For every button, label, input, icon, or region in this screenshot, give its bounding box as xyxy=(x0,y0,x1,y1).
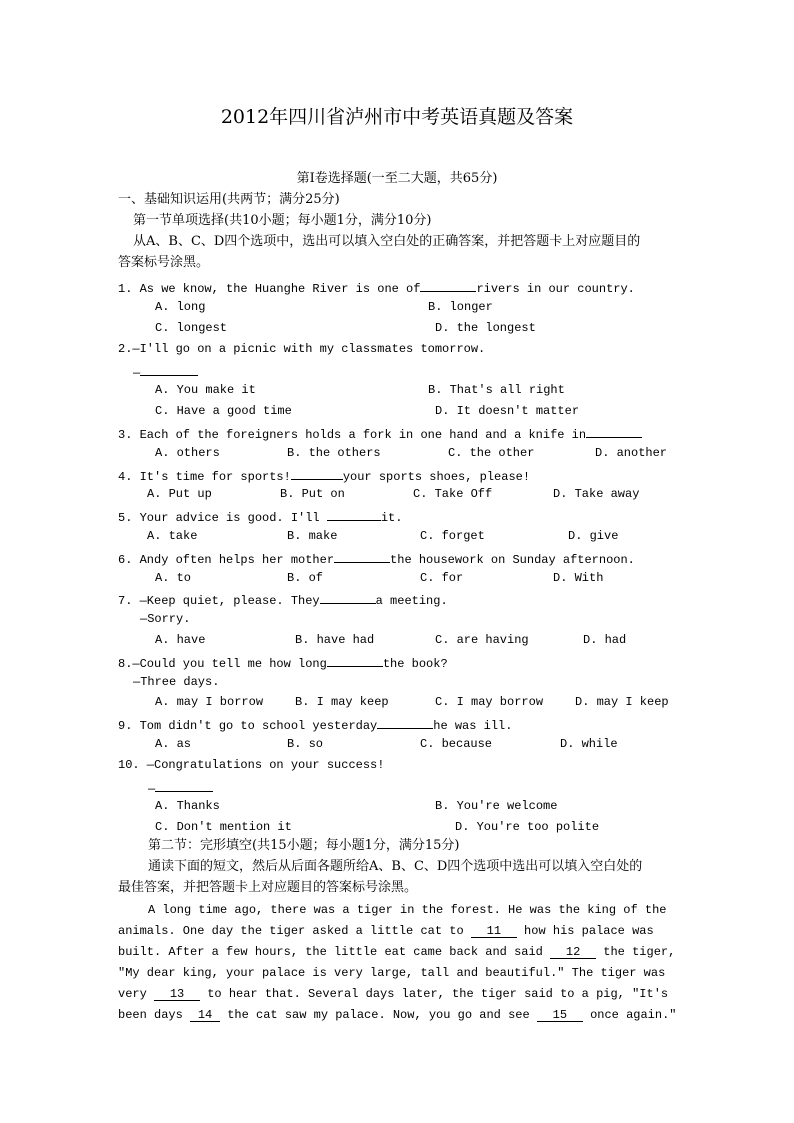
cloze-blank-12: 12 xyxy=(550,946,596,959)
answer-blank xyxy=(420,280,476,292)
option: C. Have a good time xyxy=(155,404,292,418)
cloze-blank-13: 13 xyxy=(154,988,200,1001)
option: C. for xyxy=(420,571,464,585)
option: A. Thanks xyxy=(155,799,220,813)
section1-heading: 一、基础知识运用(共两节；满分25分) xyxy=(118,192,340,207)
option: B. That's all right xyxy=(428,383,565,397)
reply-line: —Three days. xyxy=(133,675,220,689)
question-6: 6. Andy often helps her mother the housework on Sunday afternoon. xyxy=(118,553,635,567)
option: A. as xyxy=(155,737,192,751)
option: C. I may borrow xyxy=(435,695,544,709)
option: A. Put up xyxy=(147,487,212,501)
question-4: 4. It's time for sports! your sports shoes, please! xyxy=(118,470,531,484)
option: D. With xyxy=(553,571,604,585)
option: D. the longest xyxy=(435,321,536,335)
option: D. may I keep xyxy=(575,695,669,709)
passage-line-5: very 13 to hear that. Several days later, the tiger said to a pig, "It's xyxy=(118,987,669,1001)
section2-heading: 第二节：完形填空(共15小题；每小题1分，满分15分) xyxy=(148,838,460,853)
option: B. make xyxy=(287,529,338,543)
reply-line: —Sorry. xyxy=(140,612,191,626)
option: D. It doesn't matter xyxy=(435,404,580,418)
question-8: 8.—Could you tell me how long the book? xyxy=(118,657,448,671)
answer-blank xyxy=(327,655,383,667)
option: A. to xyxy=(155,571,192,585)
section2-instruction-2: 最佳答案，并把答题卡上对应题目的答案标号涂黑。 xyxy=(118,880,418,895)
option: B. You're welcome xyxy=(435,799,558,813)
answer-blank xyxy=(155,780,213,792)
option: B. have had xyxy=(295,633,375,647)
section2-instruction-1: 通读下面的短文，然后从后面各题所给A、B、C、D四个选项中选出可以填入空白处的 xyxy=(148,859,643,874)
question-2: 2.—I'll go on a picnic with my classmates tomorrow. xyxy=(118,342,486,356)
cloze-blank-11: 11 xyxy=(471,925,517,938)
option: A. You make it xyxy=(155,383,256,397)
option: B. longer xyxy=(428,300,493,314)
option: C. Take Off xyxy=(413,487,493,501)
option: C. because xyxy=(420,737,493,751)
page-title: 2012年四川省泸州市中考英语真题及答案 xyxy=(220,106,574,128)
option: B. Put on xyxy=(280,487,345,501)
reply-line: — xyxy=(133,364,198,379)
answer-blank xyxy=(327,509,381,521)
option: C. Don't mention it xyxy=(155,820,292,834)
answer-blank xyxy=(586,426,642,438)
answer-blank xyxy=(320,592,376,604)
option: D. another xyxy=(595,446,668,460)
question-5: 5. Your advice is good. I'll it. xyxy=(118,511,403,525)
section1-part1-heading: 第一节单项选择(共10小题；每小题1分，满分10分) xyxy=(133,213,432,228)
part-title: 第Ⅰ卷选择题(一至二大题，共65分) xyxy=(296,171,498,186)
answer-blank xyxy=(140,364,198,376)
instruction-line-2: 答案标号涂黑。 xyxy=(118,255,210,270)
option: A. may I borrow xyxy=(155,695,264,709)
option: C. are having xyxy=(435,633,529,647)
cloze-blank-14: 14 xyxy=(190,1009,220,1022)
option: D. give xyxy=(568,529,619,543)
option: D. You're too polite xyxy=(455,820,600,834)
answer-blank xyxy=(334,551,390,563)
option: D. Take away xyxy=(553,487,640,501)
option: A. others xyxy=(155,446,220,460)
passage-line-3: built. After a few hours, the little eat came back and said 12 the tiger, xyxy=(118,945,676,959)
question-7: 7. —Keep quiet, please. They a meeting. xyxy=(118,594,448,608)
passage-line-2: animals. One day the tiger asked a little cat to 11 how his palace was xyxy=(118,924,654,938)
option: B. I may keep xyxy=(295,695,389,709)
answer-blank xyxy=(377,717,433,729)
question-1: 1. As we know, the Huanghe River is one of rivers in our country. xyxy=(118,282,635,296)
option: C. the other xyxy=(448,446,535,460)
option: A. take xyxy=(147,529,198,543)
option: D. while xyxy=(560,737,618,751)
passage-line-6: been days 14 the cat saw my palace. Now, you go and see 15 once again." xyxy=(118,1008,677,1022)
option: D. had xyxy=(583,633,627,647)
passage-line-1: A long time ago, there was a tiger in the forest. He was the king of the xyxy=(148,903,667,917)
question-10: 10. —Congratulations on your success! xyxy=(118,758,385,772)
question-9: 9. Tom didn't go to school yesterday he was ill. xyxy=(118,719,513,733)
question-3: 3. Each of the foreigners holds a fork in one hand and a knife in xyxy=(118,426,642,441)
option: C. forget xyxy=(420,529,485,543)
option: B. so xyxy=(287,737,324,751)
option: A. long xyxy=(155,300,206,314)
reply-line: — xyxy=(148,780,213,795)
passage-line-4: "My dear king, your palace is very large, tall and beautiful." The tiger was xyxy=(118,966,666,980)
option: C. longest xyxy=(155,321,228,335)
answer-blank xyxy=(291,468,343,480)
option: B. of xyxy=(287,571,324,585)
option: A. have xyxy=(155,633,206,647)
cloze-blank-15: 15 xyxy=(537,1009,583,1022)
option: B. the others xyxy=(287,446,381,460)
instruction-line-1: 从A、B、C、D四个选项中，选出可以填入空白处的正确答案，并把答题卡上对应题目的 xyxy=(133,234,641,249)
